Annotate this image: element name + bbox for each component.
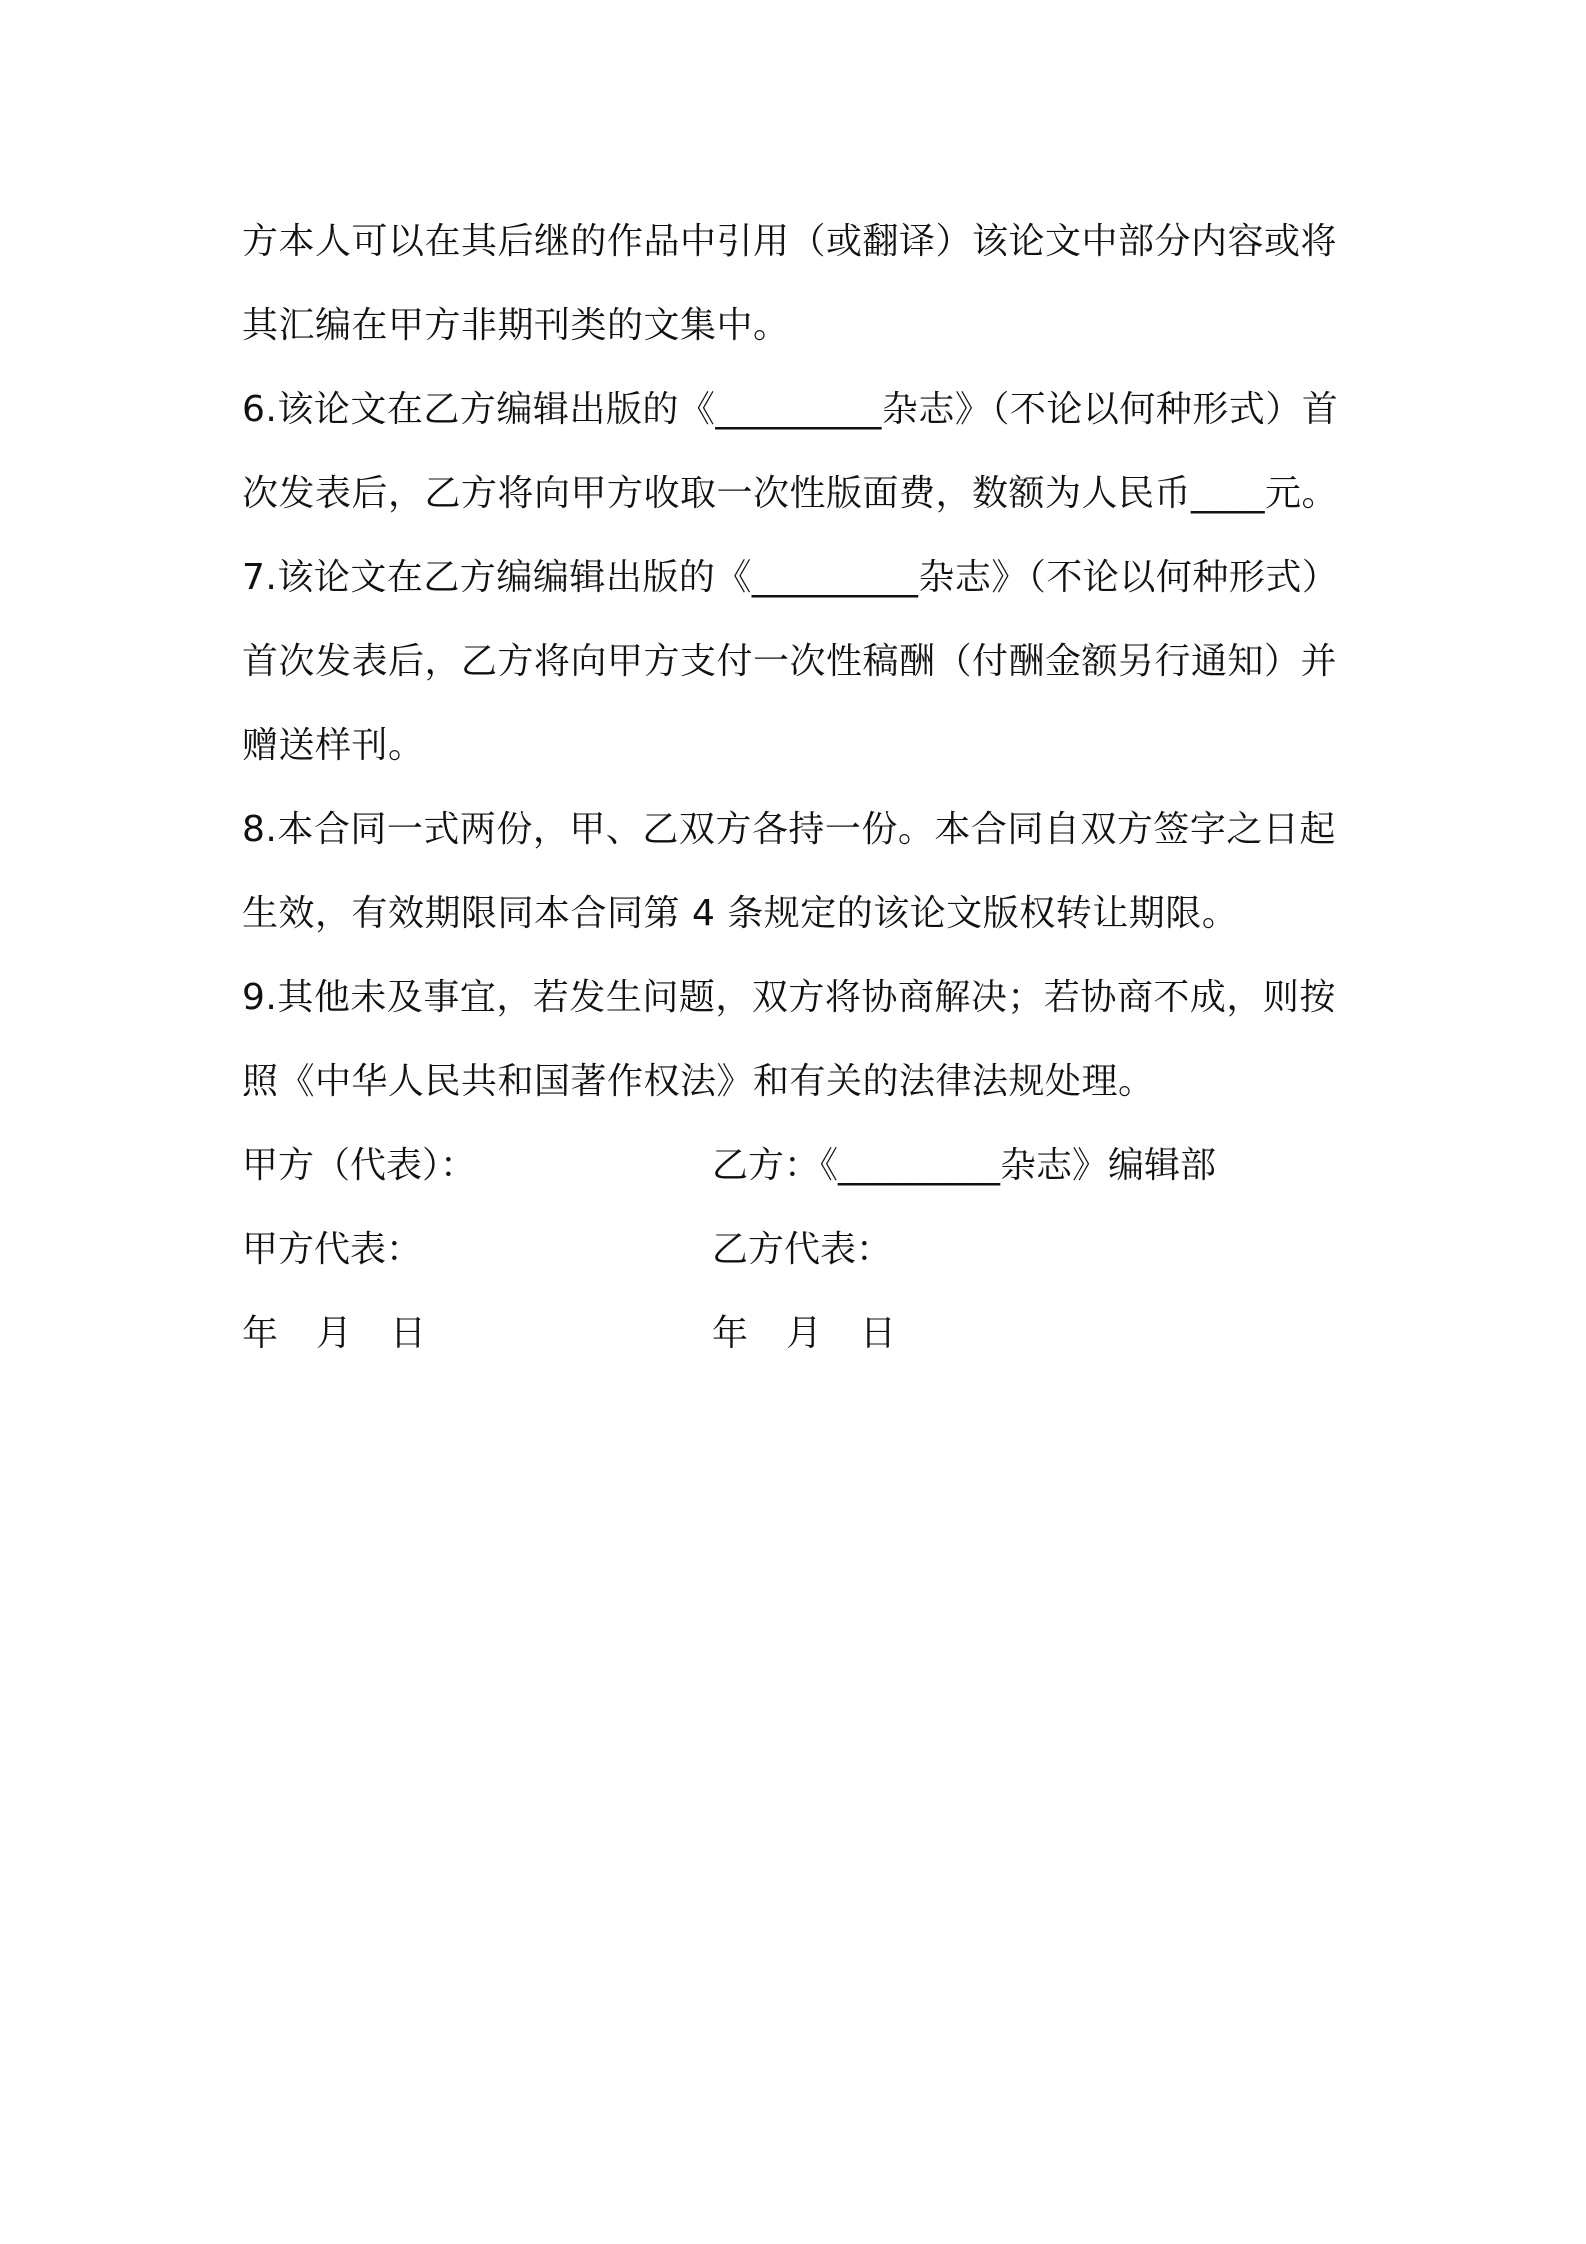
signature-row-dates xyxy=(242,1292,1352,1376)
party-a-date xyxy=(242,1292,464,1376)
party-b-date-day: 日 xyxy=(860,1313,897,1354)
party-b-date xyxy=(712,1292,934,1376)
party-a-label: 甲方（代表）： xyxy=(242,1145,477,1186)
party-b-representative: 乙方代表： xyxy=(712,1229,893,1270)
signature-row-representatives xyxy=(242,1208,1352,1292)
text-line-2: 其汇编在甲方非期刊类的文集中。 xyxy=(242,305,790,346)
document-body xyxy=(242,200,1352,1376)
clause-6-line-2: 次发表后，乙方将向甲方收取一次性版面费，数额为人民币____元。 xyxy=(242,473,1339,514)
party-b-date-year: 年 xyxy=(712,1313,749,1354)
signature-row-parties xyxy=(242,1124,1352,1208)
clause-6-line-1: 6.该论文在乙方编辑出版的《_________杂志》（不论以何种形式）首 xyxy=(242,389,1339,430)
party-b-date-month: 月 xyxy=(786,1313,823,1354)
party-b-label: 乙方：《_________杂志》编辑部 xyxy=(712,1145,1217,1186)
clause-7-line-3: 赠送样刊。 xyxy=(242,725,425,766)
clause-7-line-2: 首次发表后，乙方将向甲方支付一次性稿酬（付酬金额另行通知）并 xyxy=(242,641,1338,682)
party-a-date-year: 年 xyxy=(242,1313,279,1354)
text-line-1: 方本人可以在其后继的作品中引用（或翻译）该论文中部分内容或将 xyxy=(242,221,1338,262)
party-a-date-day: 日 xyxy=(390,1313,427,1354)
clause-9-line-2: 照《中华人民共和国著作权法》和有关的法律法规处理。 xyxy=(242,1061,1155,1102)
clause-8-line-2: 生效，有效期限同本合同第 4 条规定的该论文版权转让期限。 xyxy=(242,893,1239,934)
clause-7-line-1: 7.该论文在乙方编编辑出版的《_________杂志》（不论以何种形式） xyxy=(242,557,1339,598)
party-a-representative: 甲方代表： xyxy=(242,1229,423,1270)
clause-9-line-1: 9.其他未及事宜，若发生问题，双方将协商解决；若协商不成，则按 xyxy=(242,977,1336,1018)
clause-8-line-1: 8.本合同一式两份，甲、乙双方各持一份。本合同自双方签字之日起 xyxy=(242,809,1336,850)
party-a-date-month: 月 xyxy=(316,1313,353,1354)
